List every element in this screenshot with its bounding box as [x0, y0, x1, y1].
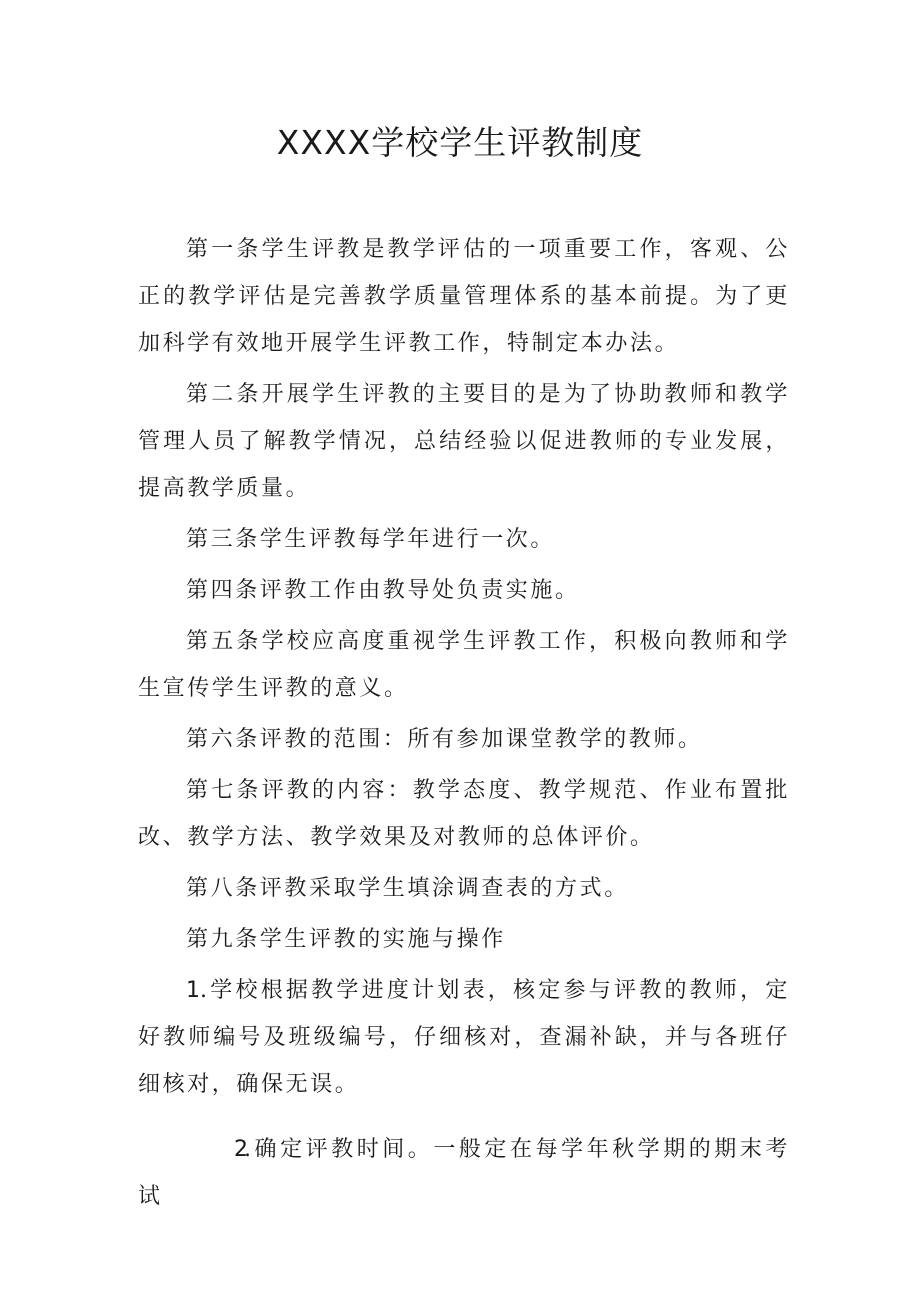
article-2: 第二条开展学生评教的主要目的是为了协助教师和教学管理人员了解教学情况，总结经验以促进教师的专业发展，提高教学质量。 — [138, 382, 790, 501]
list-item — [138, 1126, 790, 1220]
article-8: 第八条评教采取学生填涂调查表的方式。 — [186, 876, 629, 901]
list-item-text: .确定评教时间。一般定在每学年秋学期的期末考试 — [138, 1137, 790, 1209]
article-1: 第一条学生评教是教学评估的一项重要工作，客观、公正的教学评估是完善教学质量管理体系的基本前提。为了更加科学有效地开展学生评教工作，特制定本办法。 — [138, 237, 790, 356]
article-5: 第五条学校应高度重视学生评教工作，积极向教师和学生宣传学生评教的意义。 — [138, 629, 790, 701]
article-4: 第四条评教工作由教导处负责实施。 — [186, 578, 580, 603]
article-6: 第六条评教的范围：所有参加课堂教学的教师。 — [186, 727, 703, 752]
article-3: 第三条学生评教每学年进行一次。 — [186, 527, 556, 552]
document-title: XXXX学校学生评教制度 — [276, 123, 644, 162]
list-item — [138, 967, 790, 1108]
document-body — [138, 226, 790, 1224]
list-item-text: .学校根据教学进度计划表，核定参与评教的教师，定好教师编号及班级编号，仔细核对，查漏补缺，并与各班仔细核对，确保无误。 — [138, 978, 790, 1097]
article-7: 第七条评教的内容：教学态度、教学规范、作业布置批改、教学方法、教学效果及对教师的总体评价。 — [138, 778, 790, 850]
list-item-number: 1 — [186, 978, 200, 1003]
list-item-number: 2 — [234, 1137, 248, 1162]
article-9: 第九条学生评教的实施与操作 — [186, 927, 506, 952]
